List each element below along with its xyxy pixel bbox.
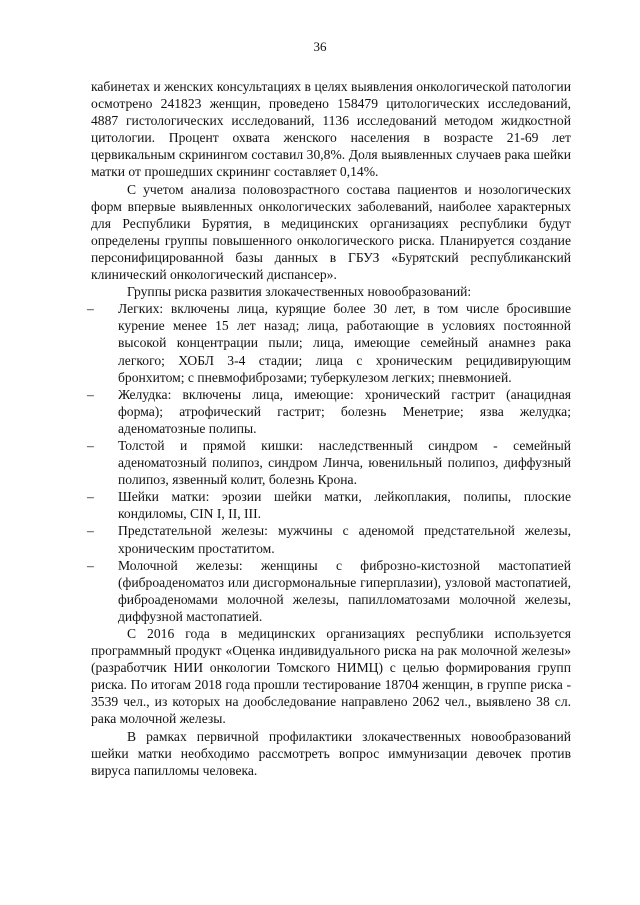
list-item	[87, 386, 571, 437]
list-item	[87, 557, 571, 625]
list-item-text: Шейки матки: эрозии шейки матки, лейкоплакия, полипы, плоские кондиломы, CIN I, II, III.	[118, 489, 571, 522]
list-dash: –	[87, 489, 94, 505]
list-dash: –	[87, 386, 94, 402]
page-number: 36	[313, 39, 327, 54]
paragraph-risk-groups-plan: С учетом анализа половозрастного состава пациентов и нозологических форм впервые выявленных онкологических заболеваний, наиболее характерных для Республики Бурятия, в медицинских организациях республики будут определены группы повышенного онкологического риска. Планируется создание персонифицированной базы данных в ГБУЗ «Бурятский республиканский клинический онкологический диспансер».	[91, 181, 571, 283]
list-item-text: Толстой и прямой кишки: наследственный синдром - семейный аденоматозный полипоз, синдром Линча, ювенильный полипоз, диффузный полипоз, язвенный колит, болезнь Крона.	[118, 437, 571, 488]
list-dash: –	[87, 301, 94, 317]
list-item	[87, 488, 571, 522]
list-item	[87, 300, 571, 385]
paragraph-breast-cancer-program: С 2016 года в медицинских организациях республики используется программный продукт «Оценка индивидуального риска на рак молочной железы» (разработчик НИИ онкологии Томского НИМЦ) с целью формирования групп риска. По итогам 2018 года прошли тестирование 18704 женщин, в группе риска - 3539 чел., из которых на дообследование направлено 2062 чел., выявлено 38 сл. рака молочной железы.	[91, 626, 571, 727]
list-item-text: Легких: включены лица, курящие более 30 лет, в том числе бросившие курение менее 15 лет назад; лица, работающие в условиях постоянной высокой концентрации пыли; лица, имеющие семейный анамнез рака легкого; ХОБЛ 3-4 стадии; лица с хроническим рецидивирующим бронхитом; с пневмофиброзами; туберкулезом легких; пневмонией.	[118, 301, 571, 385]
list-dash: –	[87, 557, 94, 573]
list-item-text: Молочной железы: женщины с фиброзно-кистозной мастопатией (фиброаденоматоз или дисгормональные гиперплазии), узловой мастопатией, фиброаденомами молочной железы, папилломатозами молочной железы, диффузной мастопатией.	[118, 557, 571, 624]
list-item-text: Предстательной железы: мужчины с аденомой предстательной железы, хроническим простатитом.	[118, 523, 571, 556]
risk-groups-list	[87, 300, 571, 625]
paragraph-hpv-immunization: В рамках первичной профилактики злокачественных новообразований шейки матки необходимо рассмотреть вопрос иммунизации девочек против вируса папилломы человека.	[91, 728, 571, 778]
document-body	[87, 78, 571, 779]
list-dash: –	[87, 437, 94, 453]
list-dash: –	[87, 523, 94, 539]
list-item	[87, 437, 571, 488]
paragraph-screening-results: кабинетах и женских консультациях в целях выявления онкологической патологии осмотрено 241823 женщин, проведено 158479 цитологических исследований, 4887 гистологических исследований, 1136 исследований методом жидкостной цитологии. Процент охвата женского населения в возрасте 21-69 лет цервикальным скринингом составил 30,8%. Доля выявленных случаев рака шейки матки от прошедших скрининг составляет 0,14%.	[91, 79, 571, 180]
list-item-text: Желудка: включены лица, имеющие: хронический гастрит (анацидная форма); атрофический гастрит; болезнь Менетрие; язва желудка; аденоматозные полипы.	[118, 386, 571, 436]
risk-groups-heading: Группы риска развития злокачественных новообразований:	[127, 284, 472, 300]
list-item	[87, 522, 571, 556]
